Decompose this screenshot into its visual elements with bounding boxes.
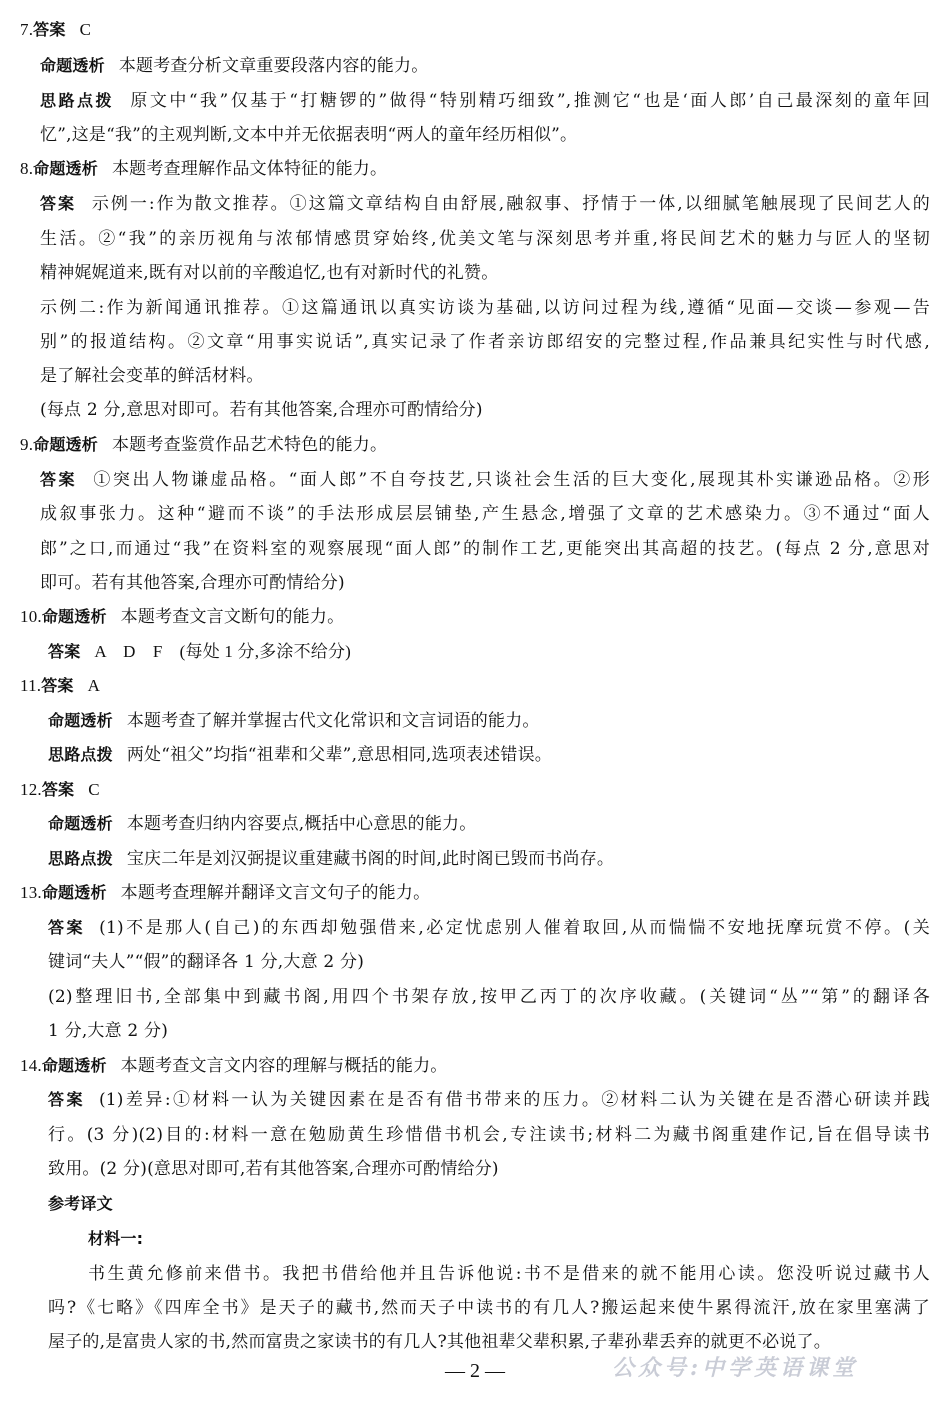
q9-answer-line xyxy=(40,504,930,524)
q7-answer-line xyxy=(20,20,932,40)
analysis-text: 本题考查分析文章重要段落内容的能力。 xyxy=(118,56,429,76)
q13-answer-line xyxy=(48,987,930,1007)
q14-analysis-line xyxy=(20,1056,932,1076)
translation-line xyxy=(48,1332,930,1352)
answer-text: 示例一:作为散文推荐。①这篇文章结构自由舒展,融叙事、抒情于一体,以细腻笔触展现了民间艺人的 xyxy=(90,194,931,214)
q8-answer-line xyxy=(40,366,930,386)
answer-value: C xyxy=(88,780,100,799)
answer-text: 精神娓娓道来,既有对以前的辛酸追忆,也有对新时代的礼赞。 xyxy=(40,263,499,283)
answer-text: 郎”之口,而通过“我”在资料室的观察展现“面人郎”的制作工艺,更能突出其高超的技艺。(每点 2 分,意思对 xyxy=(40,539,930,559)
answer-text: 生活。②“我”的亲历视角与浓郁情感贯穿始终,优美文笔与深刻思考并重,将民间艺术的魅力与匠人的坚韧 xyxy=(40,229,930,249)
analysis-label: 命题透析 xyxy=(48,814,113,833)
scoring-note-text: (每点 2 分,意思对即可。若有其他答案,合理亦可酌情给分) xyxy=(40,400,483,420)
answer-text: (1)差异:①材料一认为关键因素在是否有借书带来的压力。②材料二认为关键在是否潜心研读并践 xyxy=(98,1090,930,1110)
answer-text: 键词“夫人”“假”的翻译各 1 分,大意 2 分) xyxy=(48,952,365,972)
answer-value: A xyxy=(87,676,101,695)
reference-translation-heading xyxy=(48,1194,930,1214)
q9-answer-line xyxy=(40,539,930,559)
answer-label: 答案 xyxy=(48,1090,85,1109)
heading-text: 材料一: xyxy=(88,1229,144,1248)
page-number: — 2 — xyxy=(445,1360,505,1382)
q14-answer-line xyxy=(48,1125,930,1145)
analysis-label: 命题透析 xyxy=(41,1056,107,1075)
q7-hint-line xyxy=(40,125,930,145)
analysis-text: 本题考查文言文断句的能力。 xyxy=(120,607,345,627)
analysis-label: 命题透析 xyxy=(41,883,107,902)
question-number: 7. xyxy=(20,20,34,39)
hint-label: 思路点拨 xyxy=(40,91,115,110)
q8-answer-line xyxy=(40,194,930,214)
watermark: 公众号:中学英语课堂 xyxy=(612,1355,859,1381)
analysis-label: 命题透析 xyxy=(40,56,105,75)
analysis-label: 命题透析 xyxy=(48,711,113,730)
material-one-heading xyxy=(88,1229,950,1249)
question-number: 8. xyxy=(20,159,34,178)
answer-label: 答案 xyxy=(40,194,77,213)
answer-text: 示例二:作为新闻通讯推荐。①这篇通讯以真实访谈为基础,以访问过程为线,遵循“见面—交谈—参观—告 xyxy=(40,298,930,318)
translation-line xyxy=(48,1298,930,1318)
q10-analysis-line xyxy=(20,607,932,627)
q7-hint-line xyxy=(40,91,930,111)
q12-analysis-line xyxy=(48,814,930,834)
q8-answer-line xyxy=(40,332,930,352)
q8-answer-line xyxy=(40,298,930,318)
question-number: 14. xyxy=(20,1056,42,1075)
answer-text: 行。(3 分)(2)目的:材料一意在勉励黄生珍惜借书机会,专注读书;材料二为藏书阁重建作记,旨在倡导读书 xyxy=(48,1125,930,1145)
analysis-text: 本题考查了解并掌握古代文化常识和文言词语的能力。 xyxy=(126,711,540,731)
hint-text: 宝庆二年是刘汉弼提议重建藏书阁的时间,此时阁已毁而书尚存。 xyxy=(126,849,615,869)
hint-text: 两处“祖父”均指“祖辈和父辈”,意思相同,选项表述错误。 xyxy=(126,745,552,765)
answer-text: (2)整理旧书,全部集中到藏书阁,用四个书架存放,按甲乙丙丁的次序收藏。(关键词“丛”“第”的翻译各 xyxy=(48,987,930,1007)
q8-scoring-note xyxy=(40,400,930,420)
q9-analysis-line xyxy=(20,435,932,455)
answer-text: 即可。若有其他答案,合理亦可酌情给分) xyxy=(40,573,345,593)
answer-text: (1)不是那人(自己)的东西却勉强借来,必定忧虑别人催着取回,从而惴惴不安地抚摩玩赏不停。(关 xyxy=(99,918,931,938)
analysis-text: 本题考查理解并翻译文言文句子的能力。 xyxy=(120,883,431,903)
question-number: 13. xyxy=(20,883,42,902)
answer-text: 致用。(2 分)(意思对即可,若有其他答案,合理亦可酌情给分) xyxy=(48,1159,499,1179)
translation-text: 吗?《七略》《四库全书》是天子的藏书,然而天子中读书的有几人?搬运起来使牛累得流汗,放在家里塞满了 xyxy=(48,1298,930,1318)
analysis-label: 命题透析 xyxy=(33,435,98,454)
analysis-label: 命题透析 xyxy=(41,607,107,626)
analysis-label: 命题透析 xyxy=(33,159,98,178)
question-number: 11. xyxy=(20,676,42,695)
q13-answer-line xyxy=(48,918,930,938)
q10-answer-line xyxy=(48,642,930,662)
question-number: 12. xyxy=(20,780,42,799)
answer-text: 成叙事张力。这种“避而不谈”的手法形成层层铺垫,产生悬念,增强了文章的艺术感染力。③不通过“面人 xyxy=(40,504,930,524)
answer-text: ①突出人物谦虚品格。“面人郎”不自夸技艺,只谈社会生活的巨大变化,展现其朴实谦逊品格。②形 xyxy=(91,470,931,490)
q12-hint-line xyxy=(48,849,930,869)
hint-label: 思路点拨 xyxy=(48,745,113,764)
answer-label: 答案 xyxy=(40,470,78,489)
answer-label: 答案 xyxy=(41,676,74,695)
analysis-text: 本题考查理解作品文体特征的能力。 xyxy=(111,159,388,179)
answer-label: 答案 xyxy=(33,20,66,39)
answer-value: C xyxy=(79,20,92,39)
q12-answer-line xyxy=(20,780,932,800)
question-number: 9. xyxy=(20,435,34,454)
analysis-text: 本题考查鉴赏作品艺术特色的能力。 xyxy=(111,435,388,455)
q13-answer-line xyxy=(48,1021,930,1041)
answer-value: A D F (每处 1 分,多涂不给分) xyxy=(94,642,352,661)
answer-label: 答案 xyxy=(41,780,75,799)
q7-analysis-line xyxy=(40,56,930,76)
q14-answer-line xyxy=(48,1159,930,1179)
q8-analysis-line xyxy=(20,159,932,179)
translation-line xyxy=(88,1264,930,1284)
q11-hint-line xyxy=(48,745,930,765)
heading-text: 参考译文 xyxy=(48,1194,113,1213)
translation-text: 屋子的,是富贵人家的书,然而富贵之家读书的有几人?其他祖辈父辈积累,子辈孙辈丢弃的就更不必说了。 xyxy=(48,1332,831,1352)
answer-text: 别”的报道结构。②文章“用事实说话”,真实记录了作者亲访郎绍安的完整过程,作品兼具纪实性与时代感, xyxy=(40,332,930,352)
hint-text: 原文中“我”仅基于“打糖锣的”做得“特别精巧细致”,推测它“也是‘面人郎’自己最深刻的童年回 xyxy=(128,91,930,111)
q11-analysis-line xyxy=(48,711,930,731)
answer-label: 答案 xyxy=(48,918,86,937)
answer-text: 1 分,大意 2 分) xyxy=(48,1021,169,1041)
hint-label: 思路点拨 xyxy=(48,849,113,868)
q9-answer-line xyxy=(40,573,930,593)
q8-answer-line xyxy=(40,263,930,283)
q13-analysis-line xyxy=(20,883,932,903)
q13-answer-line xyxy=(48,952,930,972)
q9-answer-line xyxy=(40,470,930,490)
hint-text: 忆”,这是“我”的主观判断,文本中并无依据表明“两人的童年经历相似”。 xyxy=(40,125,578,145)
q14-answer-line xyxy=(48,1090,930,1110)
answer-text: 是了解社会变革的鲜活材料。 xyxy=(40,366,264,386)
translation-text: 书生黄允修前来借书。我把书借给他并且告诉他说:书不是借来的就不能用心读。您没听说过藏书人 xyxy=(88,1264,930,1284)
analysis-text: 本题考查文言文内容的理解与概括的能力。 xyxy=(120,1056,448,1076)
analysis-text: 本题考查归纳内容要点,概括中心意思的能力。 xyxy=(126,814,477,834)
answer-label: 答案 xyxy=(48,642,81,661)
q8-answer-line xyxy=(40,229,930,249)
q11-answer-line xyxy=(20,676,932,696)
question-number: 10. xyxy=(20,607,42,626)
